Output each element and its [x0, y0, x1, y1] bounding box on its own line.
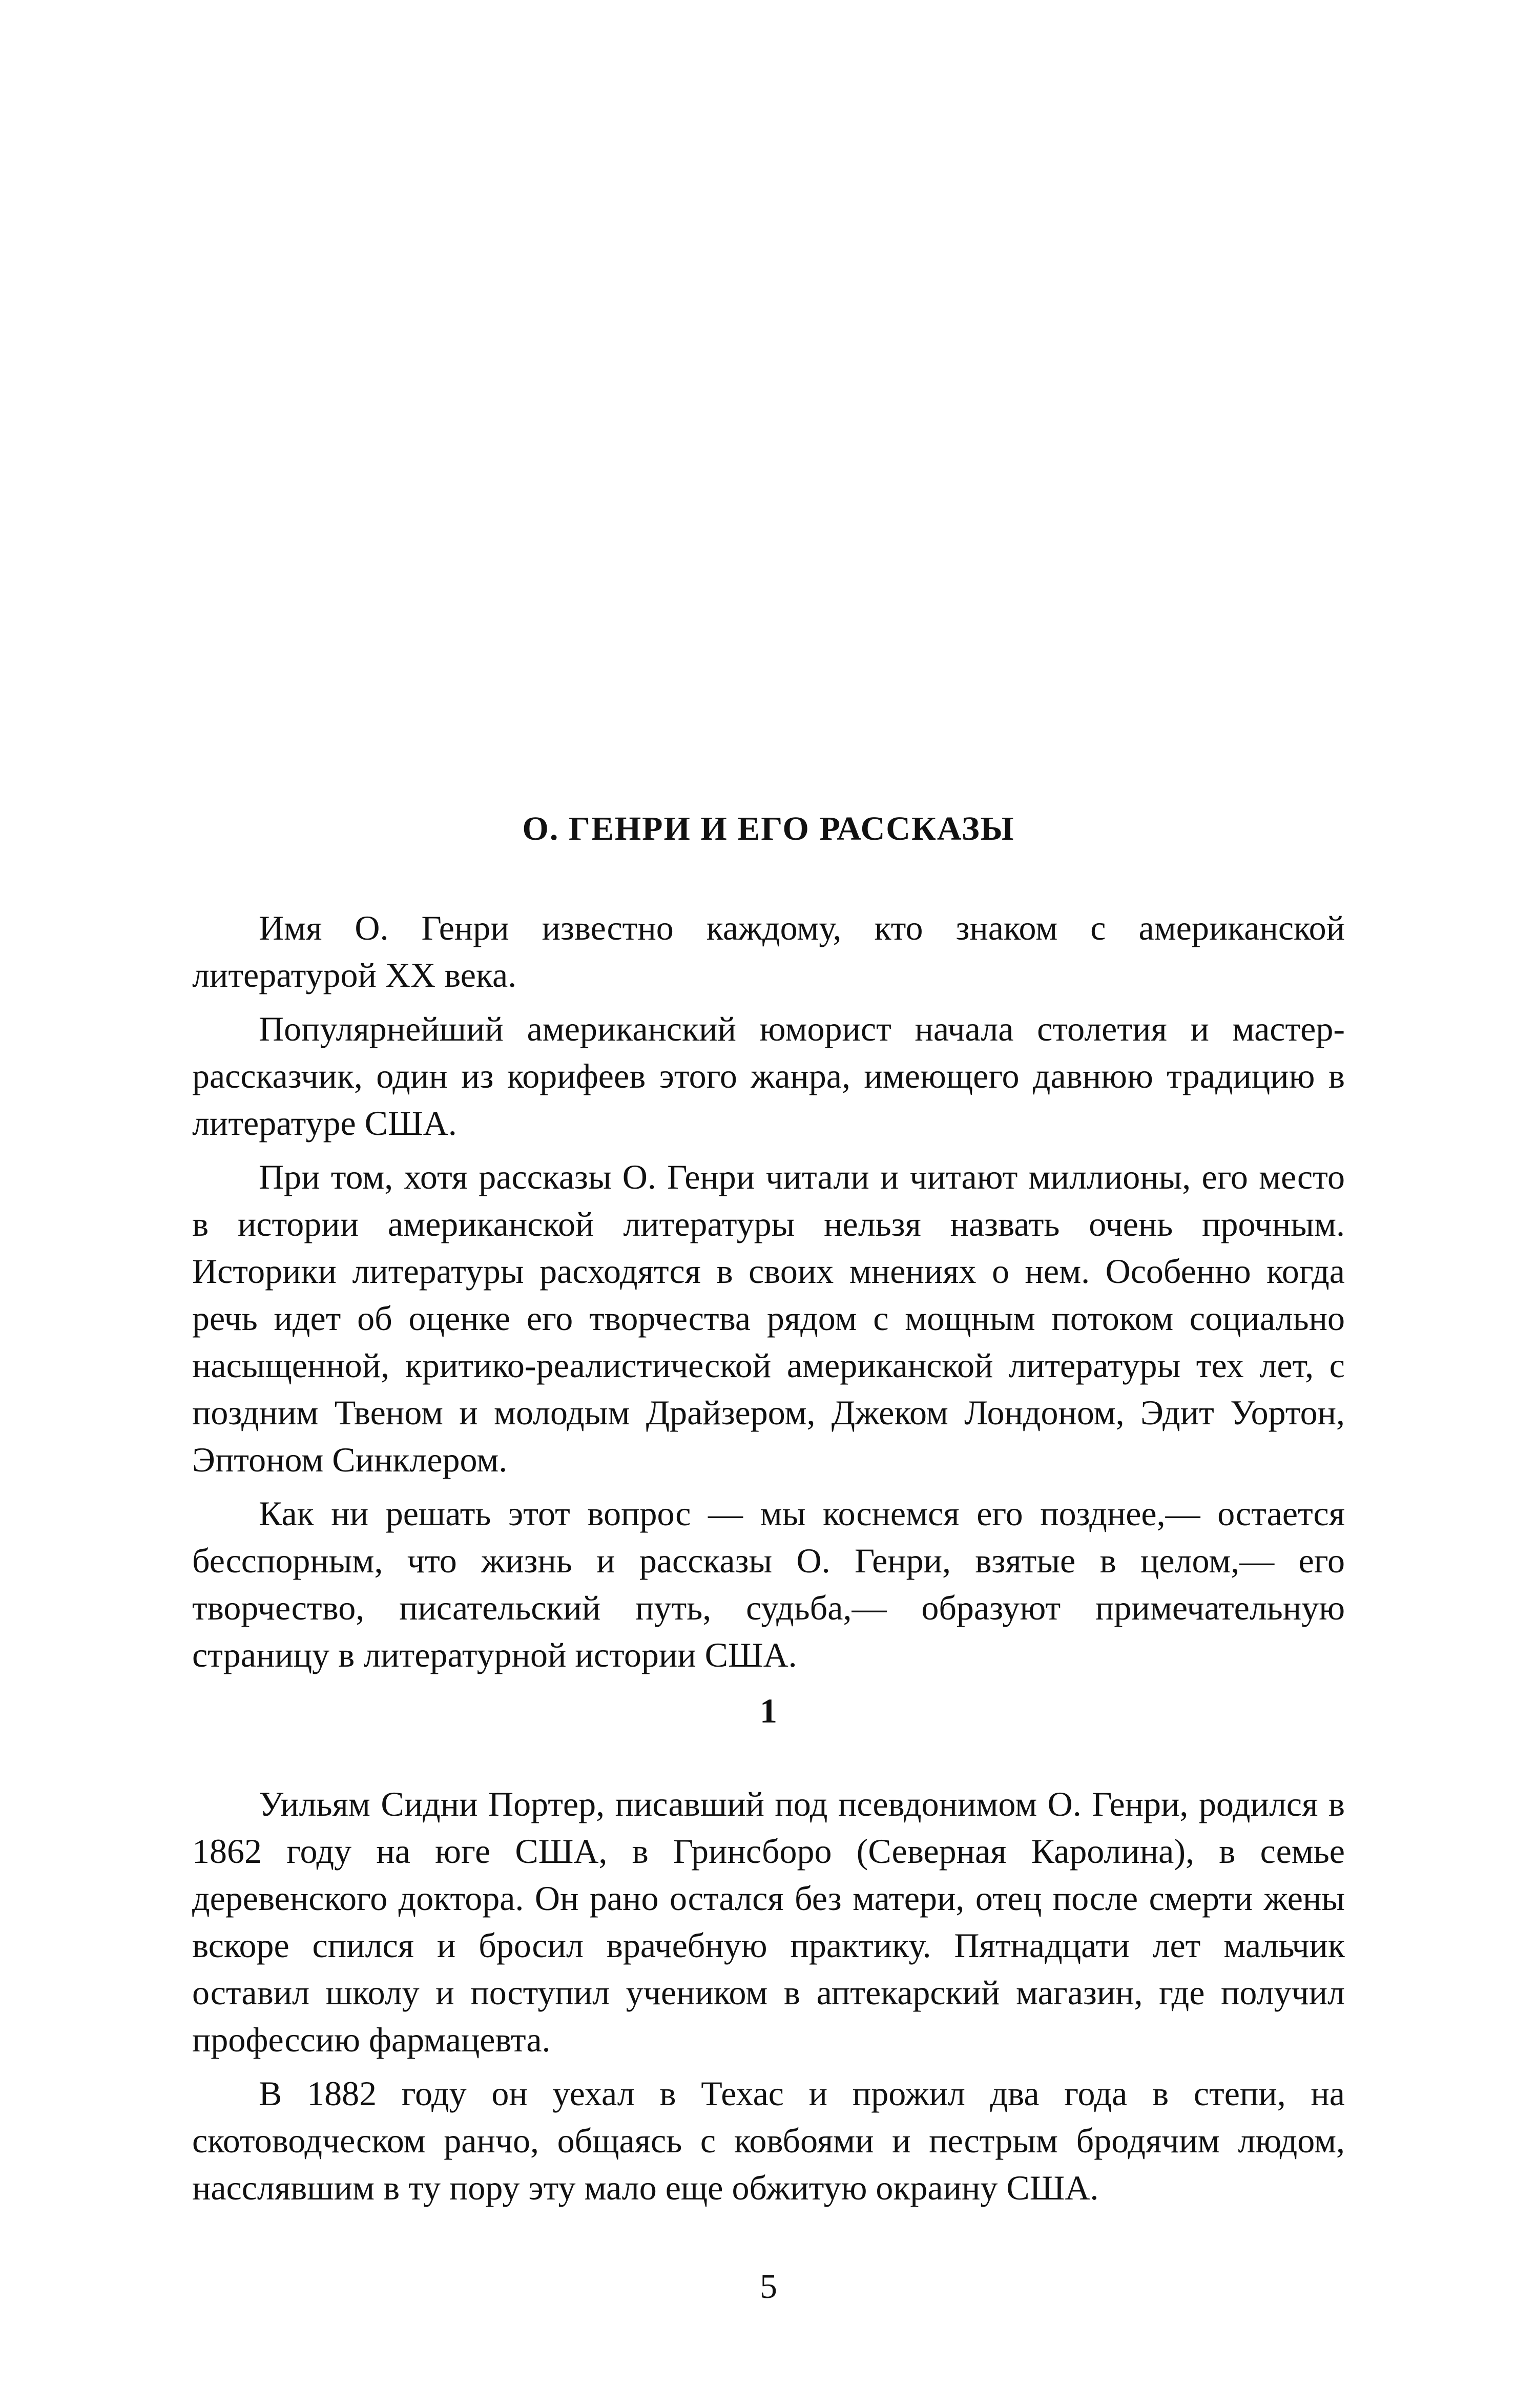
- paragraph: Как ни решать этот вопрос — мы коснемся его позднее,— остается бесспорным, что жизнь и рассказы О. Генри, взятые в целом,— его творчество, писательский путь, судьба,— образуют примечательную страницу в литературной истории США.: [192, 1494, 1345, 1674]
- paragraph: Популярнейший американский юморист начала столетия и мастер-рассказчик, один из корифеев этого жанра, имеющего давнюю традицию в литературе США.: [192, 1009, 1345, 1143]
- page-number: 5: [760, 2267, 777, 2306]
- chapter-title: О. ГЕНРИ И ЕГО РАССКАЗЫ: [522, 810, 1015, 847]
- paragraph: Имя О. Генри известно каждому, кто знаком с американской литературой XX века.: [192, 908, 1345, 994]
- section-number: 1: [760, 1691, 777, 1730]
- intro-text: [192, 904, 1345, 1685]
- paragraph: Уильям Сидни Портер, писавший под псевдонимом О. Генри, родился в 1862 году на юге США, в Гринсборо (Северная Каролина), в семье деревенского доктора. Он рано остался без матери, отец после смерти жены вскоре спился и бросил врачебную практику. Пятнадцати лет мальчик оставил школу и поступил учеником в аптекарский магазин, где получил профессию фармацевта.: [192, 1784, 1345, 2059]
- paragraph: При том, хотя рассказы О. Генри читали и читают миллионы, его место в истории американской литературы нельзя назвать очень прочным. Историки литературы расходятся в своих мнениях о нем. Особенно когда речь идет об оценке его творчества рядом с мощным потоком социально насыщенной, критико-реалистической американской литературы тех лет, с поздним Твеном и молодым Драйзером, Джеком Лондоном, Эдит Уортон, Эптоном Синклером.: [192, 1157, 1345, 1479]
- paragraph: В 1882 году он уехал в Техас и прожил два года в степи, на скотоводческом ранчо, общаясь с ковбоями и пестрым бродячим людом, насслявшим в ту пору эту мало еще обжитую окраину США.: [192, 2074, 1345, 2207]
- section-text: [192, 1780, 1345, 2218]
